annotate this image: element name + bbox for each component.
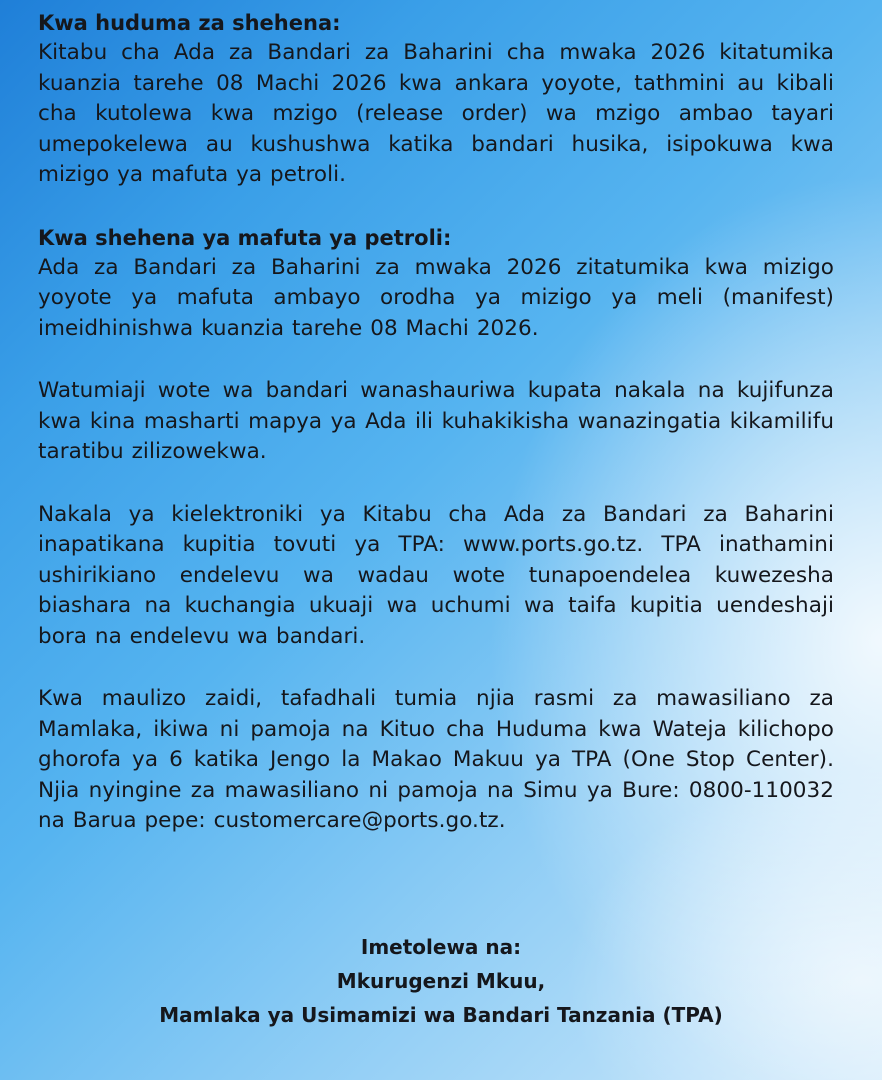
section-heading-cargo-services: Kwa huduma za shehena: [38,11,341,35]
issued-by-label: Imetolewa na: [360,935,522,959]
notice-body [38,8,834,837]
issuer-title: Mkurugenzi Mkuu, [336,969,546,993]
section-heading-petroleum-cargo: Kwa shehena ya mafuta ya petroli: [38,225,452,250]
spacer [38,191,834,223]
spacer [38,344,834,376]
signature-block [0,930,882,1032]
paragraph-contact-info: Kwa maulizo zaidi, tafadhali tumia njia rasmi za mawasiliano za Mamlaka, ikiwa ni pamoja na Kituo cha Huduma kwa Wateja kilichopo ghorofa ya 6 katika Jengo la Makao Makuu ya TPA (One Stop Center). Njia nyingine za mawasiliano ni pamoja na Simu ya Bure: 0800-110032 na Barua pepe: customercare@ports.go.tz. [38,686,834,833]
paragraph-electronic-copy: Nakala ya kielektroniki ya Kitabu cha Ada za Bandari za Baharini inapatikana kupitia tovuti ya TPA: www.ports.go.tz. TPA inathamini ushirikiano endelevu wa wadau wote tunapoendelea kuwezesha biashara na kuchangia ukuaji wa uchumi wa taifa kupitia uendeshaji bora na endelevu wa bandari. [38,501,834,649]
issuer-organization: Mamlaka ya Usimamizi wa Bandari Tanzania (TPA) [159,1003,723,1027]
spacer [38,468,834,500]
section-text-cargo-services: Kitabu cha Ada za Bandari za Baharini cha mwaka 2026 kitatumika kuanzia tarehe 08 Machi 2026 kwa ankara yoyote, tathmini au kibali cha kutolewa kwa mzigo (release order) wa mzigo ambao tayari umepokelewa au kushushwa katika bandari husika, isipokuwa kwa mizigo ya mafuta ya petroli. [38,40,834,187]
section-text-petroleum-cargo: Ada za Bandari za Baharini za mwaka 2026 zitatumika kwa mizigo yoyote ya mafuta ambayo orodha ya mizigo ya meli (manifest) imeidhinishwa kuanzia tarehe 08 Machi 2026. [38,254,834,341]
spacer [38,652,834,684]
paragraph-port-users-advice: Watumiaji wote wa bandari wanashauriwa kupata nakala na kujifunza kwa kina masharti mapya ya Ada ili kuhakikisha wanazingatia kikamilifu taratibu zilizowekwa. [38,378,834,464]
